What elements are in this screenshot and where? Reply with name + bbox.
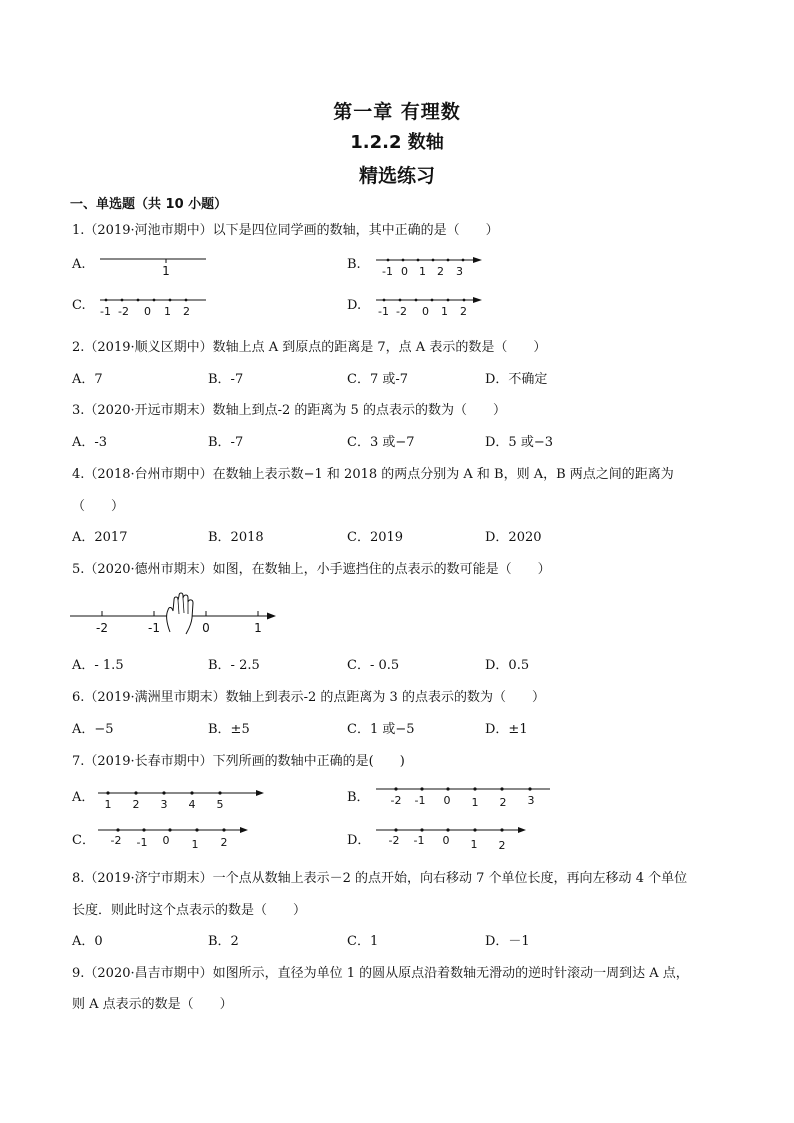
question-7: 7.（2019·长春市期中）下列所画的数轴中正确的是( ): [72, 754, 405, 769]
question-4: 4.（2018·台州市期中）在数轴上表示数−1 和 2018 的两点分别为 A 和 B，则 A，B 两点之间的距离为: [72, 467, 674, 482]
q4-option-a: A．2017: [72, 530, 128, 545]
q3-option-d: D．5 或−3: [485, 435, 553, 450]
q8-option-d: D．－1: [485, 934, 530, 949]
q1-option-b: B.: [347, 257, 361, 272]
q1-d-label: 2: [460, 305, 467, 318]
question-1: 1.（2019·河池市期中）以下是四位同学画的数轴，其中正确的是（ ）: [72, 223, 499, 238]
q1-c-label: -2: [118, 305, 129, 318]
page-subtitle: 精选练习: [358, 165, 435, 187]
q8-option-c: C．1: [347, 934, 379, 949]
q2-option-c: C．7 或-7: [347, 372, 409, 387]
q7-c-label: -1: [136, 836, 148, 849]
q7-c-label: -2: [110, 834, 122, 847]
q7-c-label: 1: [191, 838, 199, 851]
q7-a-label: 3: [160, 798, 168, 811]
q6-option-b: B．±5: [208, 722, 250, 737]
q7-a-label: 2: [132, 798, 140, 811]
q7-c-label: 2: [220, 836, 228, 849]
q7-b-label: 3: [527, 794, 535, 807]
q6-option-c: C．1 或−5: [347, 722, 415, 737]
q7-axis-c: [96, 820, 252, 852]
q7-d-label: 1: [470, 838, 478, 851]
q7-c-label: 0: [162, 834, 170, 847]
q5-tick-label: 1: [254, 621, 262, 635]
q2-option-a: A．7: [72, 372, 103, 387]
q1-axis-a: [98, 250, 210, 280]
q7-d-label: 0: [442, 834, 450, 847]
q7-axis-a: [96, 784, 268, 814]
q4-option-c: C．2019: [347, 530, 404, 545]
q7-axis-d: [374, 820, 530, 852]
q8-option-a: A．0: [72, 934, 103, 949]
question-6: 6.（2019·满洲里市期末）数轴上到表示-2 的点距离为 3 的点表示的数为（ ）: [72, 690, 545, 705]
q7-d-label: 2: [498, 839, 506, 852]
q7-b-label: -1: [414, 794, 426, 807]
question-2: 2.（2019·顺义区期中）数轴上点 A 到原点的距离是 7，点 A 表示的数是（ ）: [72, 340, 547, 355]
chapter-title: 第一章 有理数: [333, 101, 461, 123]
q3-option-c: C．3 或−7: [347, 435, 415, 450]
q1-d-label: 0: [422, 305, 429, 318]
hand-icon: [167, 593, 193, 634]
q7-option-a: A．: [72, 790, 95, 805]
q7-d-label: -2: [388, 834, 400, 847]
q5-option-d: D．0.5: [485, 658, 530, 673]
q1-b-label: -1: [382, 265, 393, 278]
q1-d-label: -1: [378, 305, 389, 318]
q3-option-a: A．-3: [72, 435, 108, 450]
q5-option-b: B．- 2.5: [208, 658, 260, 673]
q5-tick-label: 0: [202, 621, 210, 635]
q7-a-label: 5: [216, 798, 224, 811]
q7-axis-b: [374, 780, 554, 810]
q1-a-label: 1: [162, 264, 170, 278]
q7-a-label: 4: [188, 798, 196, 811]
q7-option-c: C．: [72, 833, 95, 848]
question-5: 5.（2020·德州市期末）如图，在数轴上，小手遮挡住的点表示的数可能是（ ）: [72, 562, 551, 577]
q1-option-c: C.: [72, 298, 86, 313]
q1-c-label: -1: [100, 305, 111, 318]
q5-tick-label: -2: [96, 621, 108, 635]
question-4-cont: （ ）: [72, 499, 125, 514]
q6-option-d: D．±1: [485, 722, 528, 737]
q1-b-label: 1: [419, 265, 426, 278]
q7-b-label: -2: [390, 794, 402, 807]
q7-b-label: 0: [443, 794, 451, 807]
q6-option-a: A．−5: [72, 722, 114, 737]
q1-axis-b: [374, 250, 486, 280]
question-8: 8.（2019·济宁市期末）一个点从数轴上表示－2 的点开始，向右移动 7 个单位长度，再向左移动 4 个单位: [72, 871, 688, 886]
q2-option-b: B．-7: [208, 372, 244, 387]
question-8-cont: 长度．则此时这个点表示的数是（ ）: [72, 903, 307, 918]
q1-c-label: 2: [183, 305, 190, 318]
q1-b-label: 2: [437, 265, 444, 278]
q7-option-d: D．: [347, 833, 371, 848]
q4-option-b: B．2018: [208, 530, 264, 545]
q1-d-label: 1: [441, 305, 448, 318]
q7-b-label: 2: [499, 796, 507, 809]
q5-tick-label: -1: [148, 621, 160, 635]
q5-option-c: C．- 0.5: [347, 658, 400, 673]
q1-b-label: 0: [401, 265, 408, 278]
q8-option-b: B．2: [208, 934, 239, 949]
q1-axis-d: [374, 290, 486, 320]
q1-c-label: 1: [164, 305, 171, 318]
q3-option-b: B．-7: [208, 435, 244, 450]
q7-a-label: 1: [104, 798, 112, 811]
q7-b-label: 1: [471, 796, 479, 809]
q5-option-a: A．- 1.5: [72, 658, 124, 673]
q2-option-d: D．不确定: [485, 372, 548, 387]
q7-option-b: B．: [347, 790, 370, 805]
q7-d-label: -1: [413, 834, 425, 847]
q1-d-label: -2: [396, 305, 407, 318]
q1-axis-c: [98, 290, 210, 320]
q1-option-a: A.: [72, 257, 86, 272]
question-3: 3.（2020·开远市期末）数轴上到点-2 的距离为 5 的点表示的数为（ ）: [72, 403, 506, 418]
q1-b-label: 3: [456, 265, 463, 278]
q5-number-line: [70, 590, 280, 636]
section-title: 1.2.2 数轴: [350, 132, 444, 153]
part-heading: 一、单选题（共 10 小题）: [70, 197, 228, 212]
q1-c-label: 0: [144, 305, 151, 318]
question-9-cont: 则 A 点表示的数是（ ）: [72, 997, 233, 1012]
q4-option-d: D．2020: [485, 530, 542, 545]
question-9: 9.（2020·昌吉市期中）如图所示，直径为单位 1 的圆从原点沿着数轴无滑动的逆时针滚动一周到达 A 点，: [72, 966, 689, 981]
q1-option-d: D.: [347, 298, 362, 313]
